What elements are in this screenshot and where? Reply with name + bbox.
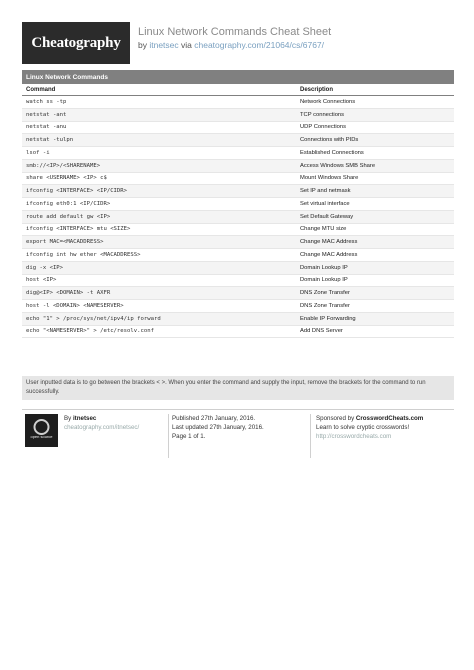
description-cell: Established Connections <box>300 149 364 156</box>
table-row <box>22 326 454 339</box>
description-cell: DNS Zone Transfer <box>300 302 350 309</box>
table-row <box>22 313 454 326</box>
description-cell: Domain Lookup IP <box>300 277 348 284</box>
description-cell: Connections with PIDs <box>300 137 359 144</box>
command-cell: ifconfig <INTERFACE> mtu <SIZE> <box>26 226 131 233</box>
table-row <box>22 249 454 262</box>
description-cell: Enable IP Forwarding <box>300 315 356 322</box>
table-body <box>22 96 454 338</box>
column-header-description: Description <box>300 86 334 93</box>
footer-by-label: By <box>64 415 73 422</box>
footer-divider <box>168 414 169 458</box>
footer-dates-col <box>172 414 264 441</box>
description-cell: Mount Windows Share <box>300 175 359 182</box>
usage-note: User inputted data is to go between the brackets < >. When you enter the command and supply the input, remove the brackets for the command to run successfully. <box>22 376 454 400</box>
description-cell: TCP connections <box>300 111 345 118</box>
command-cell: netstat -anu <box>26 124 67 131</box>
page-header <box>22 22 454 64</box>
byline-prefix: by <box>138 40 150 50</box>
sponsor-tagline: Learn to solve cryptic crosswords! <box>316 424 410 431</box>
table-row <box>22 96 454 109</box>
avatar-label: open source <box>30 434 53 439</box>
table-row <box>22 109 454 122</box>
table-row <box>22 211 454 224</box>
table-row <box>22 122 454 135</box>
table-row <box>22 134 454 147</box>
published-date: Published 27th January, 2016. <box>172 415 256 422</box>
column-header-command: Command <box>26 86 56 93</box>
table-row <box>22 185 454 198</box>
description-cell: Set IP and netmask <box>300 188 351 195</box>
command-cell: lsof -i <box>26 149 50 156</box>
command-cell: dig -x <IP> <box>26 264 64 271</box>
section-title: Linux Network Commands <box>22 70 454 84</box>
sponsor-url[interactable]: http://crosswordcheats.com <box>316 433 392 440</box>
table-row <box>22 160 454 173</box>
description-cell: DNS Zone Transfer <box>300 290 350 297</box>
description-cell: Access Windows SMB Share <box>300 162 376 169</box>
description-cell: UDP Connections <box>300 124 346 131</box>
description-cell: Add DNS Server <box>300 328 343 335</box>
description-cell: Set virtual interface <box>300 200 350 207</box>
author-avatar[interactable] <box>25 414 58 447</box>
description-cell: Change MTU size <box>300 226 347 233</box>
footer-sponsor-col <box>316 414 423 441</box>
command-cell: host -l <DOMAIN> <NAMESERVER> <box>26 302 124 309</box>
sheet-url-link[interactable]: cheatography.com/21064/cs/6767/ <box>194 40 325 50</box>
command-cell: ifconfig <INTERFACE> <IP/CIDR> <box>26 188 128 195</box>
byline-via: via <box>178 40 195 50</box>
description-cell: Network Connections <box>300 98 356 105</box>
description-cell: Domain Lookup IP <box>300 264 348 271</box>
table-row <box>22 262 454 275</box>
command-cell: netstat -ant <box>26 111 67 118</box>
footer-divider <box>310 414 311 458</box>
author-link[interactable]: itnetsec <box>149 40 179 50</box>
description-cell: Change MAC Address <box>300 251 358 258</box>
table-row <box>22 236 454 249</box>
command-cell: ifconfig eth0:1 <IP/CIDR> <box>26 200 111 207</box>
footer-author-url[interactable]: cheatography.com/itnetsec/ <box>64 424 140 431</box>
sponsor-prefix: Sponsored by <box>316 415 356 422</box>
command-cell: share <USERNAME> <IP> c$ <box>26 175 107 182</box>
command-cell: watch ss -tp <box>26 98 67 105</box>
command-cell: ifconfig int hw ether <MACADDRESS> <box>26 251 141 258</box>
command-cell: netstat -tulpn <box>26 137 74 144</box>
table-row <box>22 173 454 186</box>
table-row <box>22 224 454 237</box>
footer-author-name[interactable]: itnetsec <box>72 415 97 422</box>
column-header-row <box>22 84 454 96</box>
command-cell: dig@<IP> <DOMAIN> -t AXFR <box>26 290 111 297</box>
sheet-title: Linux Network Commands Cheat Sheet <box>138 26 332 38</box>
description-cell: Set Default Gateway <box>300 213 354 220</box>
table-row <box>22 300 454 313</box>
footer-author-col <box>64 414 139 432</box>
description-cell: Change MAC Address <box>300 239 358 246</box>
command-cell: echo "<NAMESERVER>" > /etc/resolv.conf <box>26 328 154 335</box>
cheatography-logo[interactable]: Cheatography <box>22 22 130 64</box>
title-block <box>138 26 331 50</box>
command-cell: export MAC=<MACADDRESS> <box>26 239 104 246</box>
byline <box>138 40 331 50</box>
table-row <box>22 147 454 160</box>
open-source-icon <box>25 414 58 447</box>
command-cell: smb://<IP>/<SHARENAME> <box>26 162 101 169</box>
command-cell: route add default gw <IP> <box>26 213 111 220</box>
command-cell: host <IP> <box>26 277 57 284</box>
commands-table <box>22 70 454 338</box>
table-row <box>22 198 454 211</box>
updated-date: Last updated 27th January, 2016. <box>172 424 264 431</box>
table-row <box>22 287 454 300</box>
table-row <box>22 275 454 288</box>
page-number: Page 1 of 1. <box>172 433 206 440</box>
command-cell: echo "1" > /proc/sys/net/ipv4/ip forward <box>26 315 161 322</box>
page-footer <box>22 409 454 465</box>
sponsor-name[interactable]: CrosswordCheats.com <box>355 415 424 422</box>
